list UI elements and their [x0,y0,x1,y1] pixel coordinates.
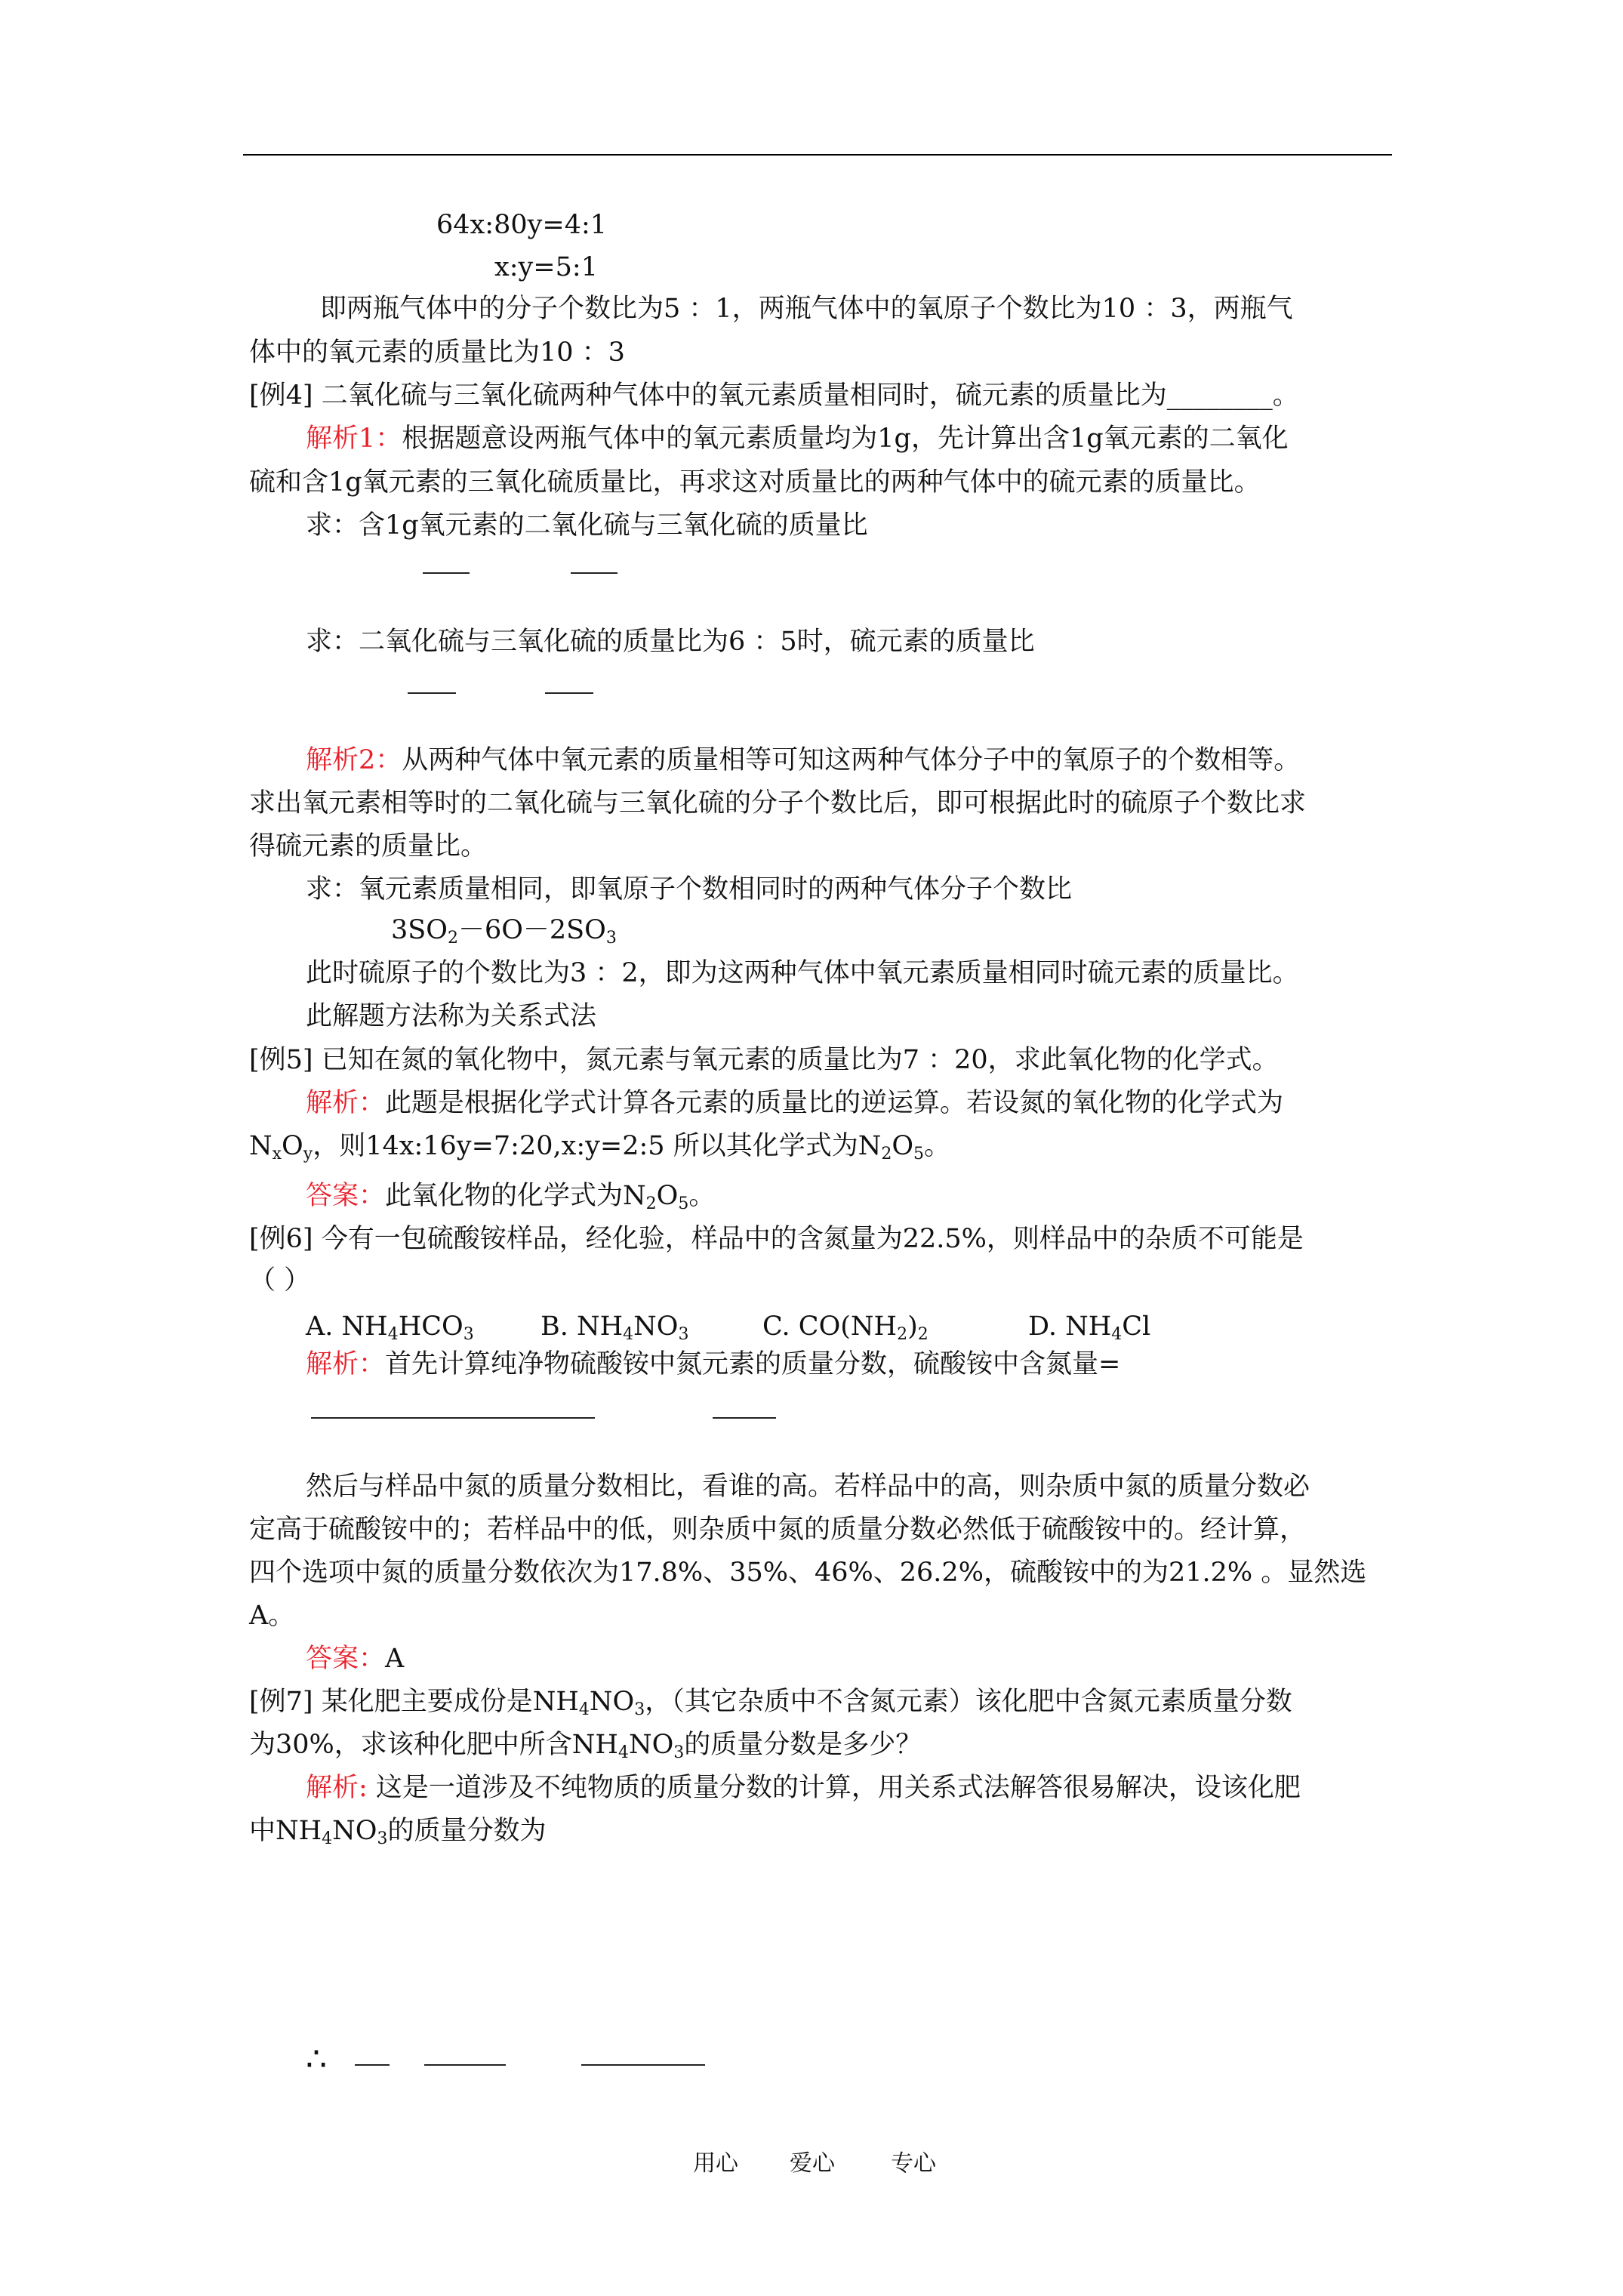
answer-label: 答案： [306,1181,386,1211]
option-d: D. $NH_4Cl$ [1028,1311,1151,1344]
paragraph-line: 求：二氧化硫与三氧化硫的质量比为6 ：5时，硫元素的质量比 [306,627,1035,657]
header-rule [243,154,1392,156]
paragraph-line: 四个选项中氮的质量分数依次为17.8%、35%、46%、26.2%，硫酸铵中的为21.2% 。显然选 [249,1558,1367,1588]
paragraph-line: 此时硫原子的个数比为3 ：2，即为这两种气体中氧元素质量相同时硫元素的质量比。 [306,958,1299,988]
paragraph-line: 硫和含1g氧元素的三氧化硫质量比，再求这对质量比的两种气体中的硫元素的质量比。 [249,467,1261,498]
answer-label: 答案： [306,1644,386,1674]
fraction-bar [571,572,617,574]
equation-line: 64x:80y=4:1 [436,210,608,240]
analysis-3 [306,1085,1283,1121]
analysis-label: 解析： [306,1088,386,1118]
option-c: C. $CO(NH_2)_2$ [762,1311,929,1344]
fraction-bar [355,2064,390,2066]
analysis-text: 此题是根据化学式计算各元素的质量比的逆运算。若设氮的氧化物的化学式为 [385,1088,1284,1118]
example-5-question: [例5] 已知在氮的氧化物中，氮元素与氧元素的质量比为7 ：20，求此氧化物的化学式。 [249,1045,1279,1075]
analysis-5 [306,1770,1301,1806]
example-4-question: [例4] 二氧化硫与三氧化硫两种气体中的氧元素质量相同时，硫元素的质量比为________。 [249,381,1299,411]
example-7-question: [例7] 某化肥主要成份是$NH_4NO_3$，（其它杂质中不含氮元素）该化肥中含氮元素质量分数 [249,1687,1292,1719]
option-b: B. $NH_4NO_3$ [540,1311,689,1344]
analysis-label: 解析： [306,1349,386,1379]
footer-item: 专心 [891,2150,936,2177]
paragraph-line: 为30%，求该种化肥中所含$NH_4NO_3$的质量分数是多少？ [249,1730,922,1762]
therefore-symbol: ∴ [306,2040,327,2079]
fraction-bar [581,2064,705,2066]
answer-1: 答案：此氧化物的化学式为$N_2O_5$。 [306,1181,716,1213]
footer-item: 用心 [693,2150,738,2177]
fraction-bar [545,692,593,694]
analysis-label: 解析1： [306,424,402,454]
fraction-bar [713,1417,776,1419]
paragraph-line: A。 [249,1601,295,1631]
analysis-label: 解析2： [306,745,402,775]
paragraph-line: 体中的氧元素的质量比为10 ：3 [249,337,625,368]
footer-item: 爱心 [790,2150,835,2177]
paragraph-line: 定高于硫酸铵中的；若样品中的低，则杂质中氮的质量分数必然低于硫酸铵中的。经计算， [249,1515,1307,1545]
answer-2: 答案：A [306,1644,405,1674]
paragraph-line: 然后与样品中氮的质量分数相比，看谁的高。若样品中的高，则杂质中氮的质量分数必 [306,1472,1310,1502]
formula-line: $N_xO_y$，则14x:16y=7:20,x:y=2:5 所以其化学式为$N_2O_5$。 [249,1131,951,1163]
fraction-bar [408,692,456,694]
fraction-bar [311,1417,595,1419]
analysis-label: 解析: [306,1773,368,1803]
paragraph-line: 求：含1g氧元素的二氧化硫与三氧化硫的质量比 [306,510,868,541]
paragraph-line: 求：氧元素质量相同，即氧原子个数相同时的两种气体分子个数比 [306,874,1073,905]
analysis-text: 这是一道涉及不纯物质的质量分数的计算，用关系式法解答很易解决，设该化肥 [367,1773,1301,1803]
paragraph-line: 即两瓶气体中的分子个数比为5 ：1，两瓶气体中的氧原子个数比为10 ：3，两瓶气 [320,294,1293,324]
option-a: A. $NH_4HCO_3$ [306,1311,474,1344]
analysis-2 [306,742,1300,778]
paragraph-line: 求出氧元素相等时的二氧化硫与三氧化硫的分子个数比后，即可根据此时的硫原子个数比求 [249,788,1307,818]
example-6-question: [例6] 今有一包硫酸铵样品，经化验，样品中的含氮量为22.5%，则样品中的杂质不可能是 [249,1224,1304,1254]
analysis-1 [306,421,1289,457]
fraction-bar [423,572,470,574]
analysis-text: 从两种气体中氧元素的质量相等可知这两种气体分子中的氧原子的个数相等。 [402,745,1301,775]
relation-formula: $3SO_2-6O-2SO_3$ [391,915,617,948]
paragraph-line: 中$NH_4NO_3$的质量分数为 [249,1816,547,1848]
equation-line: x:y=5:1 [494,252,598,282]
analysis-text: 首先计算纯净物硫酸铵中氮元素的质量分数，硫酸铵中含氮量= [385,1349,1121,1379]
analysis-4 [306,1346,1120,1382]
paragraph-line: （ ） [249,1265,311,1296]
analysis-text: 根据题意设两瓶气体中的氧元素质量均为1g，先计算出含1g氧元素的二氧化 [402,424,1289,454]
paragraph-line: 得硫元素的质量比。 [249,831,488,861]
fraction-bar [424,2064,506,2066]
paragraph-line: 此解题方法称为关系式法 [306,1001,597,1031]
